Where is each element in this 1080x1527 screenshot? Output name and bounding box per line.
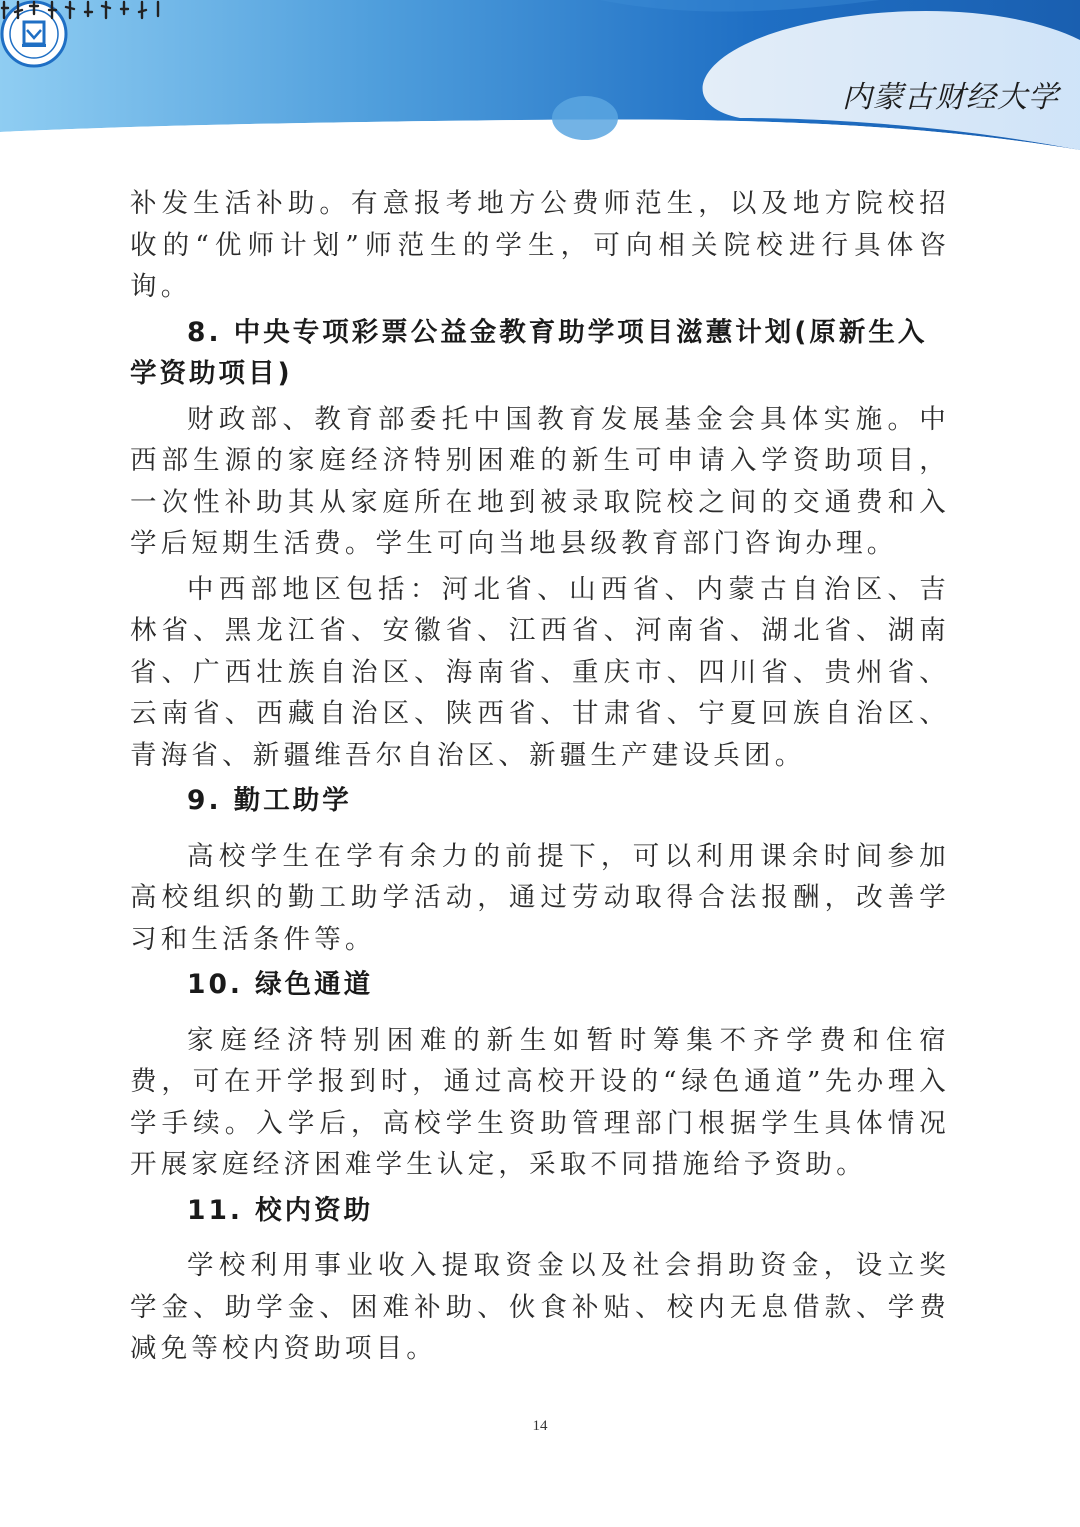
paragraph-item-10: 家庭经济特别困难的新生如暂时筹集不齐学费和住宿费，可在开学报到时，通过高校开设的“绿色通道”先办理入学手续。入学后，高校学生资助管理部门根据学生具体情况开展家庭经济困难学生认定，采取不同措施给予资助。 [130,1024,950,1180]
paragraph-continuation: 补发生活补助。有意报考地方公费师范生，以及地方院校招收的“优师计划”师范生的学生，可向相关院校进行具体咨询。 [130,188,950,302]
paragraph-item-8-description: 财政部、教育部委托中国教育发展基金会具体实施。中西部生源的家庭经济特别困难的新生可申请入学资助项目，一次性补助其从家庭所在地到被录取院校之间的交通费和入学后短期生活费。学生可向当地县级教育部门咨询办理。 [130,403,950,559]
paragraph-item-11: 学校利用事业收入提取资金以及社会捐助资金，设立奖学金、助学金、困难补助、伙食补贴、校内无息借款、学费减免等校内资助项目。 [130,1250,950,1364]
mongolian-script-logo [0,0,165,20]
page-header [0,0,1080,170]
document-body [130,183,950,1370]
paragraph-item-8-regions: 中西部地区包括：河北省、山西省、内蒙古自治区、吉林省、黑龙江省、安徽省、江西省、河南省、湖北省、湖南省、广西壮族自治区、海南省、重庆市、四川省、贵州省、云南省、西藏自治区、陕西省、甘肃省、宁夏回族自治区、青海省、新疆维吾尔自治区、新疆生产建设兵团。 [130,573,950,771]
page-number: 14 [532,1418,548,1434]
paragraph-item-9: 高校学生在学有余力的前提下，可以利用课余时间参加高校组织的勤工助学活动，通过劳动取得合法报酬，改善学习和生活条件等。 [130,840,950,955]
university-name-logo: 内蒙古财经大学 [842,80,1059,115]
heading-item-11: 11. 校内资助 [187,1194,374,1226]
heading-item-10: 10. 绿色通道 [187,969,374,1000]
heading-item-8: 8. 中央专项彩票公益金教育助学项目滋蕙计划(原新生入学资助项目) [130,316,928,389]
heading-item-9: 9. 勤工助学 [187,785,352,816]
